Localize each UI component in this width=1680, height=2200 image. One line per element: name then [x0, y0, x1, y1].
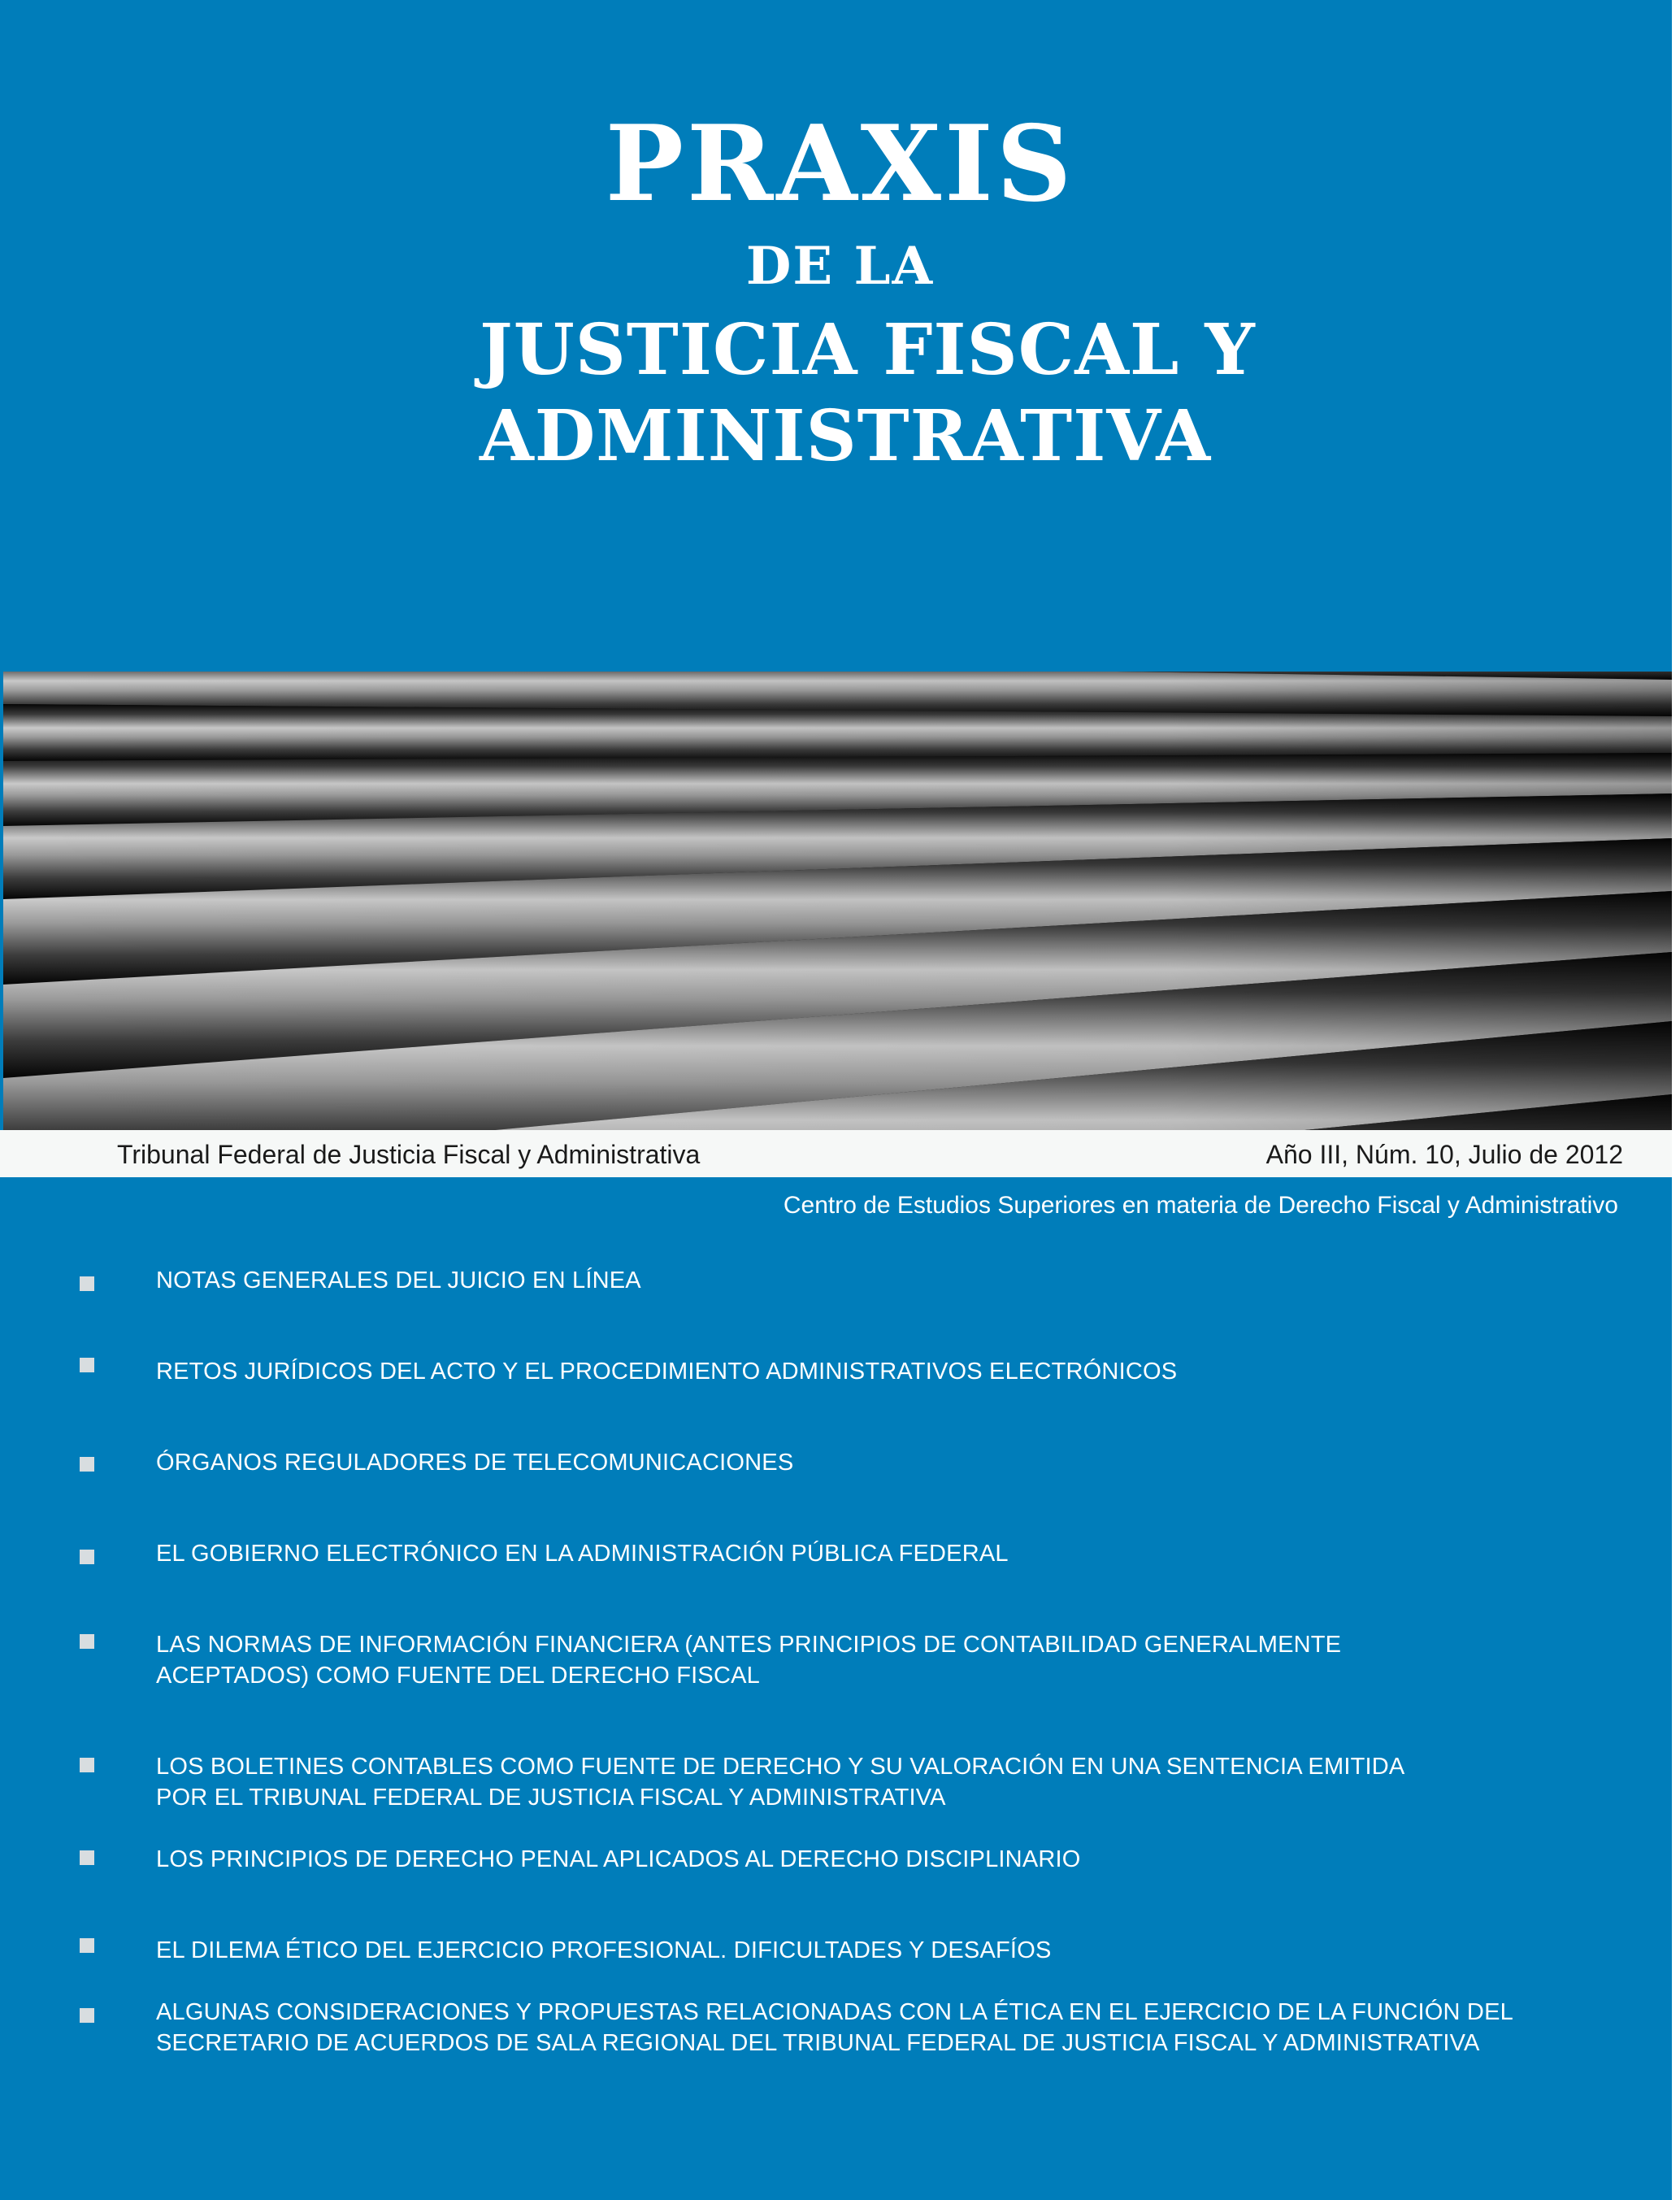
toc-item-text [156, 1629, 1635, 1691]
bullet-square-icon [80, 1358, 94, 1372]
toc-line: EL DILEMA ÉTICO DEL EJERCICIO PROFESIONAL. DIFICULTADES Y DESAFÍOS [156, 1937, 1052, 1963]
toc-line: ÓRGANOS REGULADORES DE TELECOMUNICACIONES [156, 1450, 794, 1476]
bullet-square-icon [80, 1938, 94, 1953]
toc-item-text [156, 1447, 1635, 1478]
toc-line: ACEPTADOS) COMO FUENTE DEL DERECHO FISCAL [156, 1663, 760, 1689]
journal-title-connector: DE LA [745, 236, 935, 297]
toc-line: LOS BOLETINES CONTABLES COMO FUENTE DE DERECHO Y SU VALORACIÓN EN UNA SENTENCIA EMITIDA [156, 1754, 1405, 1780]
toc-line: LOS PRINCIPIOS DE DERECHO PENAL APLICADOS AL DERECHO DISCIPLINARIO [156, 1846, 1081, 1872]
publisher-name: Tribunal Federal de Justicia Fiscal y Administrativa [117, 1140, 701, 1169]
journal-title-line-4: ADMINISTRATIVA [480, 395, 1212, 477]
journal-title: PRAXIS [605, 103, 1075, 225]
bullet-square-icon [80, 1634, 94, 1649]
page-edge [1672, 0, 1680, 2200]
bullet-square-icon [80, 1550, 94, 1564]
bullet-square-icon [80, 1276, 94, 1291]
toc-line: RETOS JURÍDICOS DEL ACTO Y EL PROCEDIMIENTO ADMINISTRATIVOS ELECTRÓNICOS [156, 1359, 1178, 1385]
journal-title-line-3: JUSTICIA FISCAL Y [480, 309, 1256, 391]
toc-item-text [156, 1356, 1635, 1387]
toc-line: LAS NORMAS DE INFORMACIÓN FINANCIERA (ANTES PRINCIPIOS DE CONTABILIDAD GENERALMENTE [156, 1632, 1342, 1658]
toc-line: ALGUNAS CONSIDERACIONES Y PROPUESTAS RELACIONADAS CON LA ÉTICA EN EL EJERCICIO DE LA FUNCIÓN DEL [156, 1999, 1513, 2025]
toc-item-text [156, 1265, 1635, 1296]
bullet-square-icon [80, 1850, 94, 1865]
research-center-name: Centro de Estudios Superiores en materia de Derecho Fiscal y Administrativo [783, 1192, 1618, 1219]
bullet-square-icon [80, 1758, 94, 1772]
toc-item-text [156, 1997, 1635, 2059]
bullet-square-icon [80, 2008, 94, 2023]
toc-line: POR EL TRIBUNAL FEDERAL DE JUSTICIA FISCAL Y ADMINISTRATIVA [156, 1785, 946, 1811]
toc-line: EL GOBIERNO ELECTRÓNICO EN LA ADMINISTRACIÓN PÚBLICA FEDERAL [156, 1541, 1009, 1567]
toc-item-text [156, 1935, 1635, 1966]
issue-info: Año III, Núm. 10, Julio de 2012 [1265, 1140, 1623, 1169]
toc-line: SECRETARIO DE ACUERDOS DE SALA REGIONAL DEL TRIBUNAL FEDERAL DE JUSTICIA FISCAL Y ADMINISTRATIVA [156, 2030, 1480, 2056]
toc-line: NOTAS GENERALES DEL JUICIO EN LÍNEA [156, 1267, 641, 1293]
toc-item-text [156, 1538, 1635, 1569]
toc-item-text [156, 1844, 1635, 1875]
bullet-square-icon [80, 1457, 94, 1472]
toc-item-text [156, 1751, 1635, 1813]
